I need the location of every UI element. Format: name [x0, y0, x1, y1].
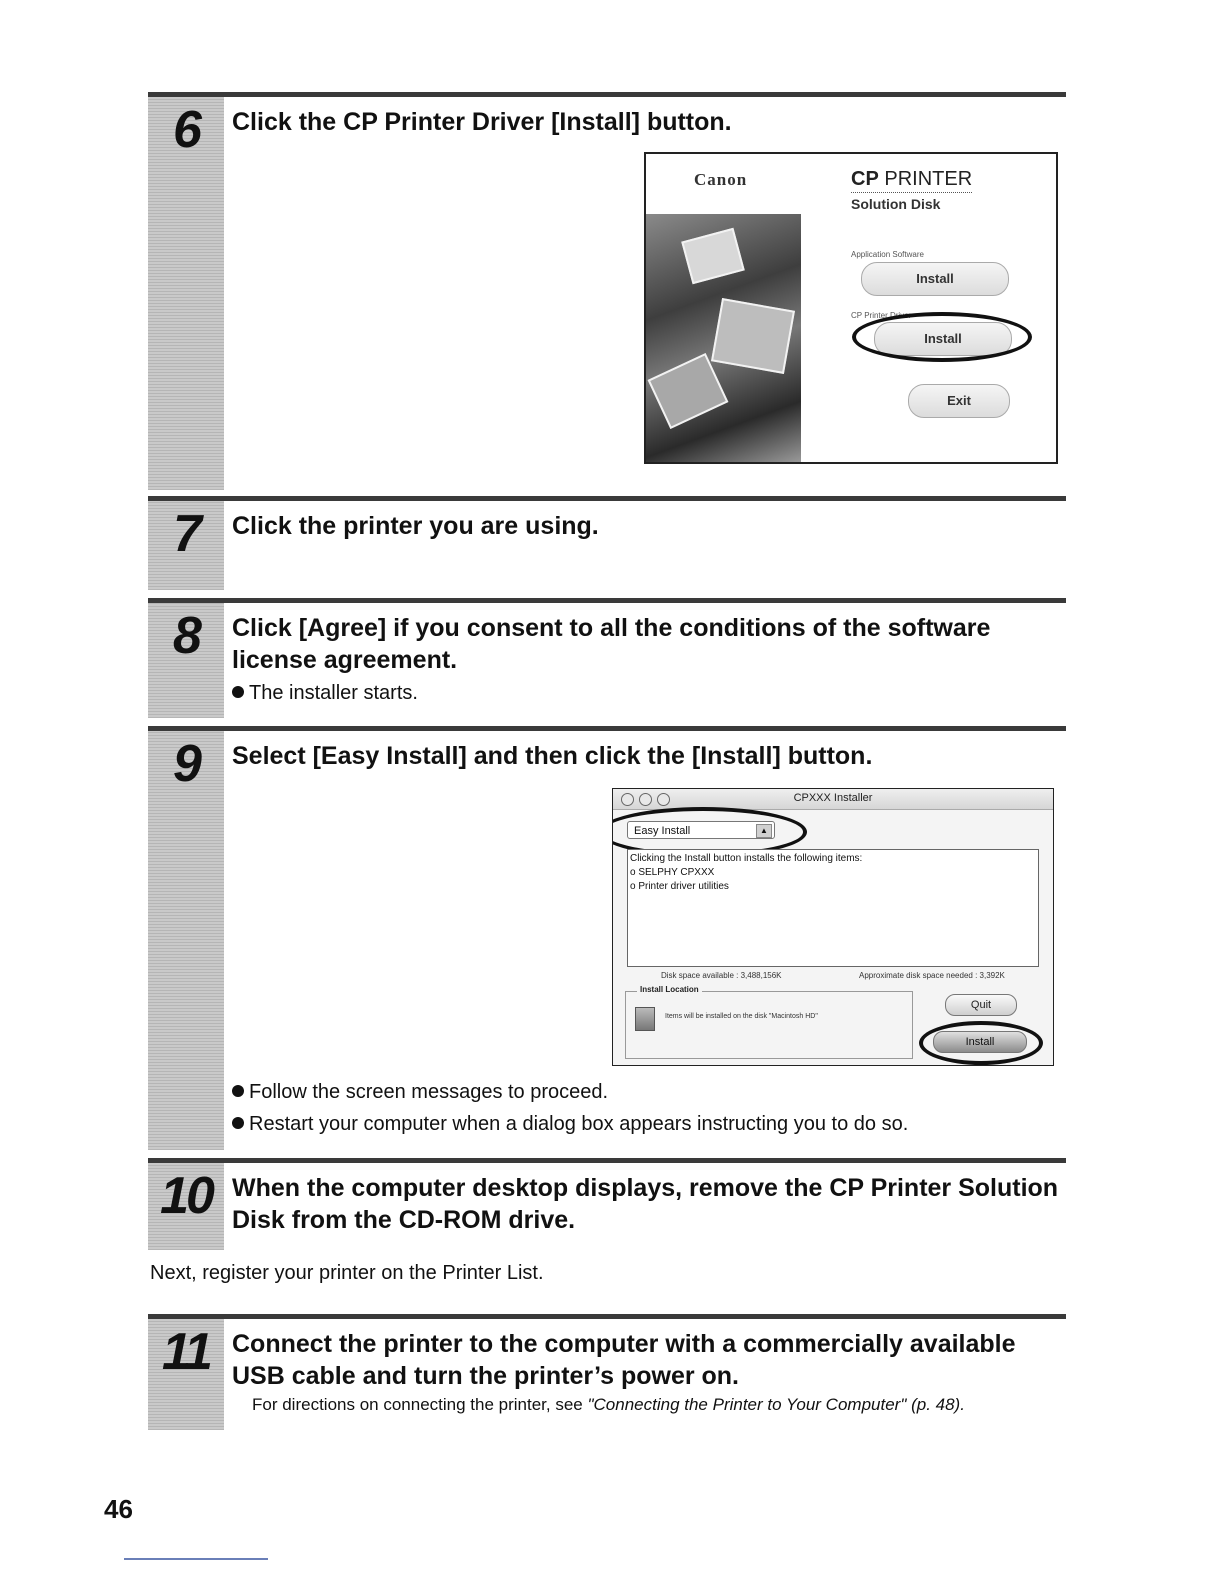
step-number-band: [148, 731, 224, 1150]
exit-button[interactable]: Exit: [908, 384, 1010, 418]
bullet-dot: [232, 686, 244, 698]
printer-driver-label: CP Printer Driver: [851, 311, 912, 320]
step-title: When the computer desktop displays, remove the CP Printer Solution Disk from the CD-ROM drive.: [232, 1174, 1059, 1234]
step-title: Click [Agree] if you consent to all the conditions of the software license agreement.: [232, 614, 991, 674]
step-10: [148, 1158, 1066, 1250]
step-7: [148, 496, 1066, 590]
disk-space-available: Disk space available : 3,488,156K: [661, 971, 782, 980]
step-8: [148, 598, 1066, 718]
step-number: 9: [173, 735, 199, 793]
install-location-box: [625, 991, 913, 1059]
installer-window-screenshot: [612, 788, 1054, 1066]
step-title: Select [Easy Install] and then click the [Install] button.: [232, 742, 873, 770]
solution-disk-menu-screenshot: [644, 152, 1058, 464]
step-number: 8: [173, 607, 199, 665]
install-location-text: Items will be installed on the disk "Macintosh HD": [665, 1013, 818, 1020]
disk-space-needed: Approximate disk space needed : 3,392K: [859, 971, 1005, 980]
highlight-oval: [919, 1021, 1043, 1065]
install-items-list: [627, 849, 1039, 967]
photo-collage-image: [646, 214, 801, 462]
list-line: o SELPHY CPXXX: [630, 867, 715, 878]
bullet-item: Follow the screen messages to proceed.: [232, 1080, 608, 1104]
step-rule: [148, 1314, 1066, 1319]
bullet-item: The installer starts.: [232, 681, 418, 705]
canon-logo: Canon: [694, 170, 748, 189]
bullet-dot: [232, 1117, 244, 1129]
step-11: [148, 1314, 1066, 1430]
printer-driver-install-button[interactable]: Install: [874, 322, 1012, 356]
step-number: 6: [173, 101, 199, 159]
step-title: Click the CP Printer Driver [Install] button.: [232, 108, 732, 136]
list-line: Clicking the Install button installs the following items:: [630, 853, 863, 864]
step-title: Connect the printer to the computer with a commercially available USB cable and turn the printer’s power on.: [232, 1330, 1016, 1390]
application-install-button[interactable]: Install: [861, 262, 1009, 296]
quit-button[interactable]: Quit: [945, 994, 1017, 1016]
step-number: 11: [162, 1323, 210, 1381]
bullet-dot: [232, 1085, 244, 1097]
step-rule: [148, 92, 1066, 97]
step-rule: [148, 1158, 1066, 1163]
product-subtitle: Solution Disk: [851, 196, 941, 212]
step-rule: [148, 598, 1066, 603]
hard-disk-icon: [635, 1007, 655, 1031]
product-title: CP PRINTER: [851, 168, 972, 193]
application-software-label: Application Software: [851, 250, 924, 259]
popup-arrows-icon: ▲: [756, 824, 772, 838]
bullet-item: Restart your computer when a dialog box appears instructing you to do so.: [232, 1112, 908, 1136]
next-step-text: Next, register your printer on the Printer List.: [150, 1262, 544, 1284]
list-line: o Printer driver utilities: [630, 881, 729, 892]
step-rule: [148, 726, 1066, 731]
highlight-oval: [852, 312, 1032, 362]
window-title: CPXXX Installer: [793, 792, 873, 804]
install-mode-value: Easy Install: [634, 825, 691, 837]
install-location-label: Install Location: [637, 985, 702, 994]
page-reference: "Connecting the Printer to Your Computer" (p. 48).: [587, 1395, 965, 1414]
page-number: 46: [104, 1494, 133, 1524]
step-rule: [148, 496, 1066, 501]
step-note: For directions on connecting the printer, see "Connecting the Printer to Your Computer" (p. 48).: [252, 1395, 965, 1414]
install-button[interactable]: Install: [933, 1031, 1027, 1053]
step-number: 7: [173, 505, 199, 563]
step-title: Click the printer you are using.: [232, 512, 599, 540]
step-number: 10: [160, 1167, 212, 1225]
footer-line: [124, 1558, 268, 1560]
